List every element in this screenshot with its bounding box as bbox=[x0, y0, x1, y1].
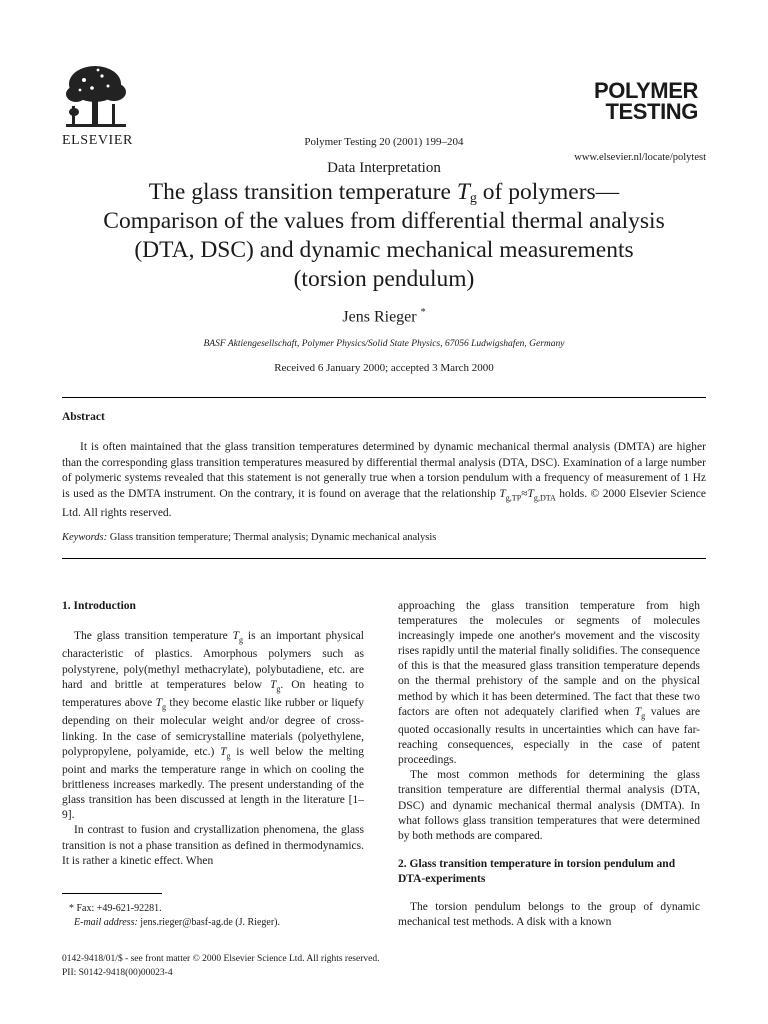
copyright-footer: 0142-9418/01/$ - see front matter © 2000 Elsevier Science Ltd. All rights reserved. PII: S0142-9418(00)00023-4 bbox=[62, 954, 380, 978]
right-paragraph-2: The most common methods for determining the glass transition temperature are differential thermal analysis (DTA, DSC) and dynamic mechanical thermal analysis (DMTA). In what follows glass transition temperatures that were determined by both methods are compared. bbox=[398, 769, 700, 842]
divider-top bbox=[62, 397, 706, 398]
section-2-heading: 2. Glass transition temperature in torsion pendulum and DTA-experiments bbox=[398, 857, 676, 885]
right-paragraph-1: approaching the glass transition temperature from high temperatures the molecules or segments of molecules increasingly impede one another's movement and the viscosity rises rapidly until the material finally solidifies. The consequence of this is that the measured glass transition temperature depends on the thermal prehistory of the sample and on the physical method by which it has been determined. The fact that these two factors are often not adequately clarified when $T_g$ values are quoted occasionally results in uncertainties which can have far-reaching consequences, especially in the case of patent proceedings. bbox=[398, 600, 700, 767]
received-dates: Received 6 January 2000; accepted 3 March 2000 bbox=[274, 362, 494, 374]
right-paragraph-3: The torsion pendulum belongs to the group of dynamic mechanical test methods. A disk with a known bbox=[398, 900, 700, 929]
journal-url[interactable]: www.elsevier.nl/locate/polytest bbox=[574, 152, 706, 163]
abstract-text: It is often maintained that the glass transition temperatures determined by dynamic mechanical thermal analysis (DMTA) are higher than the corresponding glass transition temperatures measured by differential thermal analysis (DTA, DSC). Examination of a large number of polymeric systems revealed that this statement is not generally true when a torsion pendulum with a frequency of measurement of 1 Hz is used as the DMTA instrument. On the contrary, it is found on average that the relationship $T_{g,TP}\approx T_{g,DTA}$ holds. © 2000 Elsevier Science Ltd. All rights reserved. bbox=[62, 441, 706, 519]
intro-heading: 1. Introduction bbox=[62, 600, 136, 612]
intro-paragraph-1: The glass transition temperature $T_g$ is an important physical characteristic of plastics. Amorphous polymers such as polystyrene, poly(methyl methacrylate), polybutadiene, etc. are hard and brittle at temperatures below $T_g$. On heating to temperatures above $T_g$ they become elastic like rubber or liquefy depending on their molecular weight and/or degree of cross-linking. In the case of semicrystalline materials (polyethylene, polypropylene, polyamide, etc.) $T_g$ is well below the melting point and marks the temperature range in which on cooling the brittleness increases markedly. The present understanding of the glass transition has been discussed at length in the literature [1–9]. bbox=[62, 630, 364, 822]
abstract-heading: Abstract bbox=[62, 411, 105, 423]
article-title: The glass transition temperature $T_g$ of polymers— Comparison of the values from differential thermal analysis (DTA, DSC) and dynamic mechanical measurements (torsion pendulum) bbox=[103, 179, 665, 292]
journal-reference: Polymer Testing 20 (2001) 199–204 bbox=[304, 136, 464, 148]
journal-logo-line1: POLYMER bbox=[594, 78, 698, 103]
author-footnote-mark: * bbox=[420, 307, 426, 318]
divider-bottom bbox=[62, 558, 706, 559]
publisher-name: ELSEVIER bbox=[62, 133, 133, 148]
author-name: Jens Rieger * bbox=[342, 307, 426, 326]
intro-paragraph-2: In contrast to fusion and crystallization phenomena, the glass transition is not a phase transition as defined in thermodynamics. It is rather a kinetic effect. When bbox=[62, 824, 364, 867]
footnote-divider bbox=[62, 893, 162, 894]
affiliation: BASF Aktiengesellschaft, Polymer Physics/Solid State Physics, 67056 Ludwigshafen, Germany bbox=[203, 339, 565, 349]
keywords: Keywords: Glass transition temperature; Thermal analysis; Dynamic mechanical analysis bbox=[62, 532, 437, 543]
journal-logo-line2: TESTING bbox=[605, 99, 698, 124]
author-email[interactable]: jens.rieger@basf-ag.de (J. Rieger). bbox=[137, 917, 281, 928]
author-footnote: * Fax: +49-621-92281. E-mail address: jens.rieger@basf-ag.de (J. Rieger). bbox=[69, 903, 281, 928]
journal-logo bbox=[594, 80, 698, 122]
left-column bbox=[62, 599, 364, 869]
right-column bbox=[398, 599, 700, 930]
section-type: Data Interpretation bbox=[327, 160, 441, 176]
elsevier-tree-logo bbox=[62, 62, 130, 132]
